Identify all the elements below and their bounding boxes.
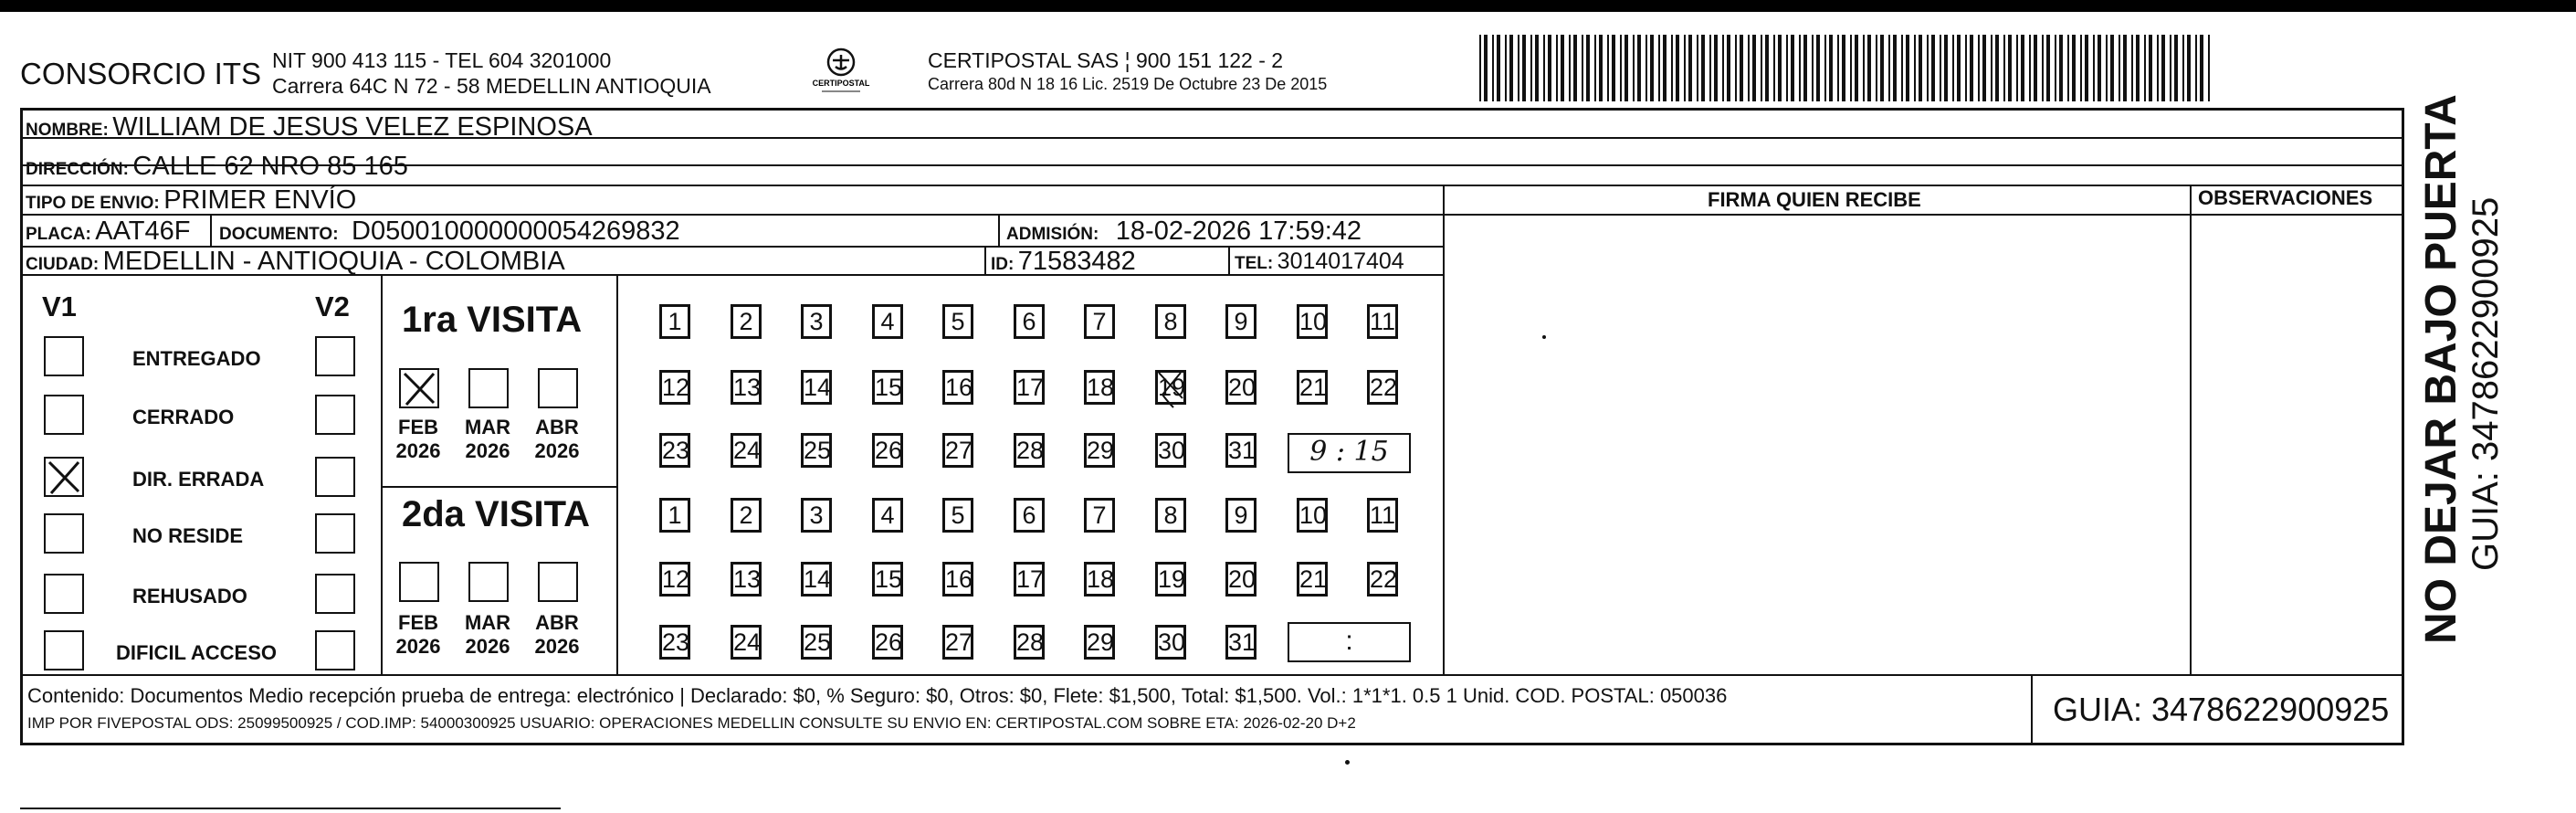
visit1-day-2[interactable]: 2 (731, 304, 762, 339)
no-dejar-bajo-puerta: NO DEJAR BAJO PUERTA (2417, 94, 2466, 644)
stray-dot (1542, 335, 1546, 339)
visit2-day-11[interactable]: 11 (1367, 498, 1398, 533)
visit2-day-19[interactable]: 19 (1155, 562, 1186, 597)
visit1-day-27[interactable]: 27 (942, 433, 973, 468)
ciudad-label: CIUDAD: (26, 255, 100, 274)
visit1-day-4[interactable]: 4 (872, 304, 903, 339)
visit1-day-16[interactable]: 16 (942, 370, 973, 405)
visit2-day-13[interactable]: 13 (731, 562, 762, 597)
visit1-month-label-abr: ABR 2026 (534, 416, 580, 462)
scan-dot (1345, 760, 1350, 765)
visit1-day-30[interactable]: 30 (1155, 433, 1186, 468)
visit1-day-24[interactable]: 24 (731, 433, 762, 468)
footer-guia: GUIA: 3478622900925 (2053, 691, 2390, 728)
ciudad-value: MEDELLIN - ANTIOQUIA - COLOMBIA (102, 247, 565, 276)
barcode (1479, 35, 2217, 101)
visit1-day-13[interactable]: 13 (731, 370, 762, 405)
visit1-day-26[interactable]: 26 (872, 433, 903, 468)
visit2-month-label-feb: FEB 2026 (395, 611, 441, 658)
company-name: CONSORCIO ITS (20, 57, 262, 90)
id-label: ID: (991, 255, 1015, 274)
tel-label: TEL: (1235, 254, 1274, 273)
visit2-day-31[interactable]: 31 (1225, 625, 1256, 660)
visit2-day-29[interactable]: 29 (1084, 625, 1115, 660)
visit1-day-17[interactable]: 17 (1014, 370, 1045, 405)
visit2-title: 2da VISITA (402, 494, 590, 534)
direccion-field (26, 151, 408, 186)
bottom-rule (20, 808, 561, 809)
visit2-day-3[interactable]: 3 (801, 498, 832, 533)
visit1-title: 1ra VISITA (402, 300, 583, 340)
v1-checkbox-cerrado[interactable] (44, 395, 84, 435)
visit2-day-9[interactable]: 9 (1225, 498, 1256, 533)
v1-checkbox-entregado[interactable] (44, 336, 84, 376)
nombre-value: WILLIAM DE JESUS VELEZ ESPINOSA (112, 112, 593, 142)
visit1-time[interactable]: 9 : 15 (1288, 433, 1411, 473)
footer-contenido: Contenido: Documentos Medio recepción prueba de entrega: electrónico | Declarado: $0, % Seguro: $0, Otros: $0, Flete: $1,500, Total: $1,500. Vol.: 1*1*1. 0.5 1 Unid. COD. POSTAL: 050036 (27, 684, 1728, 707)
visit2-day-18[interactable]: 18 (1084, 562, 1115, 597)
visit1-day-31[interactable]: 31 (1225, 433, 1256, 468)
svg-text:CERTIPOSTAL: CERTIPOSTAL (812, 79, 870, 88)
visit1-day-1[interactable]: 1 (659, 304, 690, 339)
status-label-entregado: ENTREGADO (132, 347, 261, 370)
admision-value: 18-02-2026 17:59:42 (1115, 216, 1362, 246)
visit1-day-12[interactable]: 12 (659, 370, 690, 405)
visit1-day-11[interactable]: 11 (1367, 304, 1398, 339)
visit2-day-21[interactable]: 21 (1297, 562, 1328, 597)
visit2-month-label-mar: MAR 2026 (464, 611, 511, 658)
v2-checkbox-cerrado[interactable] (315, 395, 355, 435)
status-label-dir-errada: DIR. ERRADA (132, 468, 265, 491)
visit2-day-6[interactable]: 6 (1014, 498, 1045, 533)
visit1-day-19[interactable]: 19 (1155, 370, 1186, 405)
visit1-day-6[interactable]: 6 (1014, 304, 1045, 339)
visit1-day-25[interactable]: 25 (801, 433, 832, 468)
visit2-day-7[interactable]: 7 (1084, 498, 1115, 533)
footer-imp: IMP POR FIVEPOSTAL ODS: 25099500925 / COD.IMP: 54000300925 USUARIO: OPERACIONES MEDELLIN CONSULTE SU ENVIO EN: CERTIPOSTAL.COM SOBRE ETA: 2026-02-20 D+2 (27, 714, 1356, 732)
company-address: Carrera 64C N 72 - 58 MEDELLIN ANTIOQUIA (272, 74, 711, 98)
visit1-day-10[interactable]: 10 (1297, 304, 1328, 339)
visit2-day-16[interactable]: 16 (942, 562, 973, 597)
observaciones-label: OBSERVACIONES (2198, 186, 2373, 209)
id-field (991, 246, 1136, 281)
id-value: 71583482 (1017, 247, 1136, 276)
tel-field (1235, 246, 1404, 280)
v2-checkbox-rehusado[interactable] (315, 574, 355, 614)
placa-label: PLACA: (26, 225, 91, 244)
placa-value: AAT46F (95, 216, 191, 246)
v1-checkbox-dir-errada[interactable] (44, 457, 84, 497)
visit2-day-17[interactable]: 17 (1014, 562, 1045, 597)
visit2-month-box-abr[interactable] (538, 562, 578, 602)
visit1-day-29[interactable]: 29 (1084, 433, 1115, 468)
visit2-day-12[interactable]: 12 (659, 562, 690, 597)
visit1-day-28[interactable]: 28 (1014, 433, 1045, 468)
nombre-label: NOMBRE: (26, 121, 109, 140)
visit1-day-18[interactable]: 18 (1084, 370, 1115, 405)
visit2-month-box-mar[interactable] (468, 562, 509, 602)
visit2-day-26[interactable]: 26 (872, 625, 903, 660)
visit1-month-box-feb[interactable] (399, 368, 439, 408)
carrier-address: Carrera 80d N 18 16 Lic. 2519 De Octubre 23 De 2015 (928, 75, 1328, 93)
direccion-label: DIRECCIÓN: (26, 160, 129, 179)
visit2-day-25[interactable]: 25 (801, 625, 832, 660)
v2-checkbox-no-reside[interactable] (315, 513, 355, 554)
company-nit: NIT 900 413 115 - TEL 604 3201000 (272, 48, 612, 72)
v1-label: V1 (42, 290, 77, 322)
visit2-day-28[interactable]: 28 (1014, 625, 1045, 660)
direccion-value: CALLE 62 NRO 85 165 (132, 152, 408, 181)
v2-label: V2 (315, 290, 350, 322)
side-guia: GUIA: 3478622900925 (2466, 196, 2506, 571)
visit1-day-14[interactable]: 14 (801, 370, 832, 405)
visit1-day-15[interactable]: 15 (872, 370, 903, 405)
visit2-day-22[interactable]: 22 (1367, 562, 1398, 597)
v1-checkbox-dificil-acceso[interactable] (44, 630, 84, 670)
status-label-cerrado: CERRADO (132, 406, 235, 428)
visit1-day-21[interactable]: 21 (1297, 370, 1328, 405)
status-label-dificil-acceso: DIFICIL ACCESO (116, 641, 278, 664)
ciudad-field (26, 246, 565, 281)
documento-label: DOCUMENTO: (219, 225, 339, 244)
visit2-day-10[interactable]: 10 (1297, 498, 1328, 533)
visit1-day-3[interactable]: 3 (801, 304, 832, 339)
visit1-month-box-mar[interactable] (468, 368, 509, 408)
visit1-day-23[interactable]: 23 (659, 433, 690, 468)
visit2-month-label-abr: ABR 2026 (534, 611, 580, 658)
visit1-day-9[interactable]: 9 (1225, 304, 1256, 339)
tipo-envio-label: TIPO DE ENVIO: (26, 194, 160, 213)
v2-checkbox-dir-errada[interactable] (315, 457, 355, 497)
status-label-rehusado: REHUSADO (132, 585, 247, 607)
firma-label: FIRMA QUIEN RECIBE (1708, 188, 1921, 211)
tipo-envio-value: PRIMER ENVÍO (163, 185, 357, 215)
visit2-day-1[interactable]: 1 (659, 498, 690, 533)
nombre-field (26, 111, 593, 147)
visit1-day-22[interactable]: 22 (1367, 370, 1398, 405)
top-edge-bar (0, 0, 2576, 12)
visit1-day-7[interactable]: 7 (1084, 304, 1115, 339)
visit2-day-20[interactable]: 20 (1225, 562, 1256, 597)
visit1-month-label-feb: FEB 2026 (395, 416, 441, 462)
visit2-day-8[interactable]: 8 (1155, 498, 1186, 533)
visit2-day-27[interactable]: 27 (942, 625, 973, 660)
visit1-month-label-mar: MAR 2026 (464, 416, 511, 462)
documento-value: D050010000000054269832 (352, 216, 680, 246)
visit2-day-4[interactable]: 4 (872, 498, 903, 533)
carrier-name: CERTIPOSTAL SAS ¦ 900 151 122 - 2 (928, 48, 1284, 72)
visit2-day-30[interactable]: 30 (1155, 625, 1186, 660)
tel-value: 3014017404 (1277, 248, 1404, 274)
visit2-day-23[interactable]: 23 (659, 625, 690, 660)
visit2-day-15[interactable]: 15 (872, 562, 903, 597)
visit2-day-5[interactable]: 5 (942, 498, 973, 533)
certipostal-logo (809, 44, 873, 100)
admision-label: ADMISIÓN: (1006, 225, 1099, 244)
v1-checkbox-no-reside[interactable] (44, 513, 84, 554)
v2-checkbox-entregado[interactable] (315, 336, 355, 376)
visit1-day-5[interactable]: 5 (942, 304, 973, 339)
visit2-day-14[interactable]: 14 (801, 562, 832, 597)
visit1-day-8[interactable]: 8 (1155, 304, 1186, 339)
visit2-day-2[interactable]: 2 (731, 498, 762, 533)
visit2-time[interactable]: : (1288, 622, 1411, 662)
visit2-day-24[interactable]: 24 (731, 625, 762, 660)
visit1-day-20[interactable]: 20 (1225, 370, 1256, 405)
visit1-month-box-abr[interactable] (538, 368, 578, 408)
status-label-no-reside: NO RESIDE (132, 524, 244, 547)
v1-checkbox-rehusado[interactable] (44, 574, 84, 614)
v2-checkbox-dificil-acceso[interactable] (315, 630, 355, 670)
visit2-month-box-feb[interactable] (399, 562, 439, 602)
